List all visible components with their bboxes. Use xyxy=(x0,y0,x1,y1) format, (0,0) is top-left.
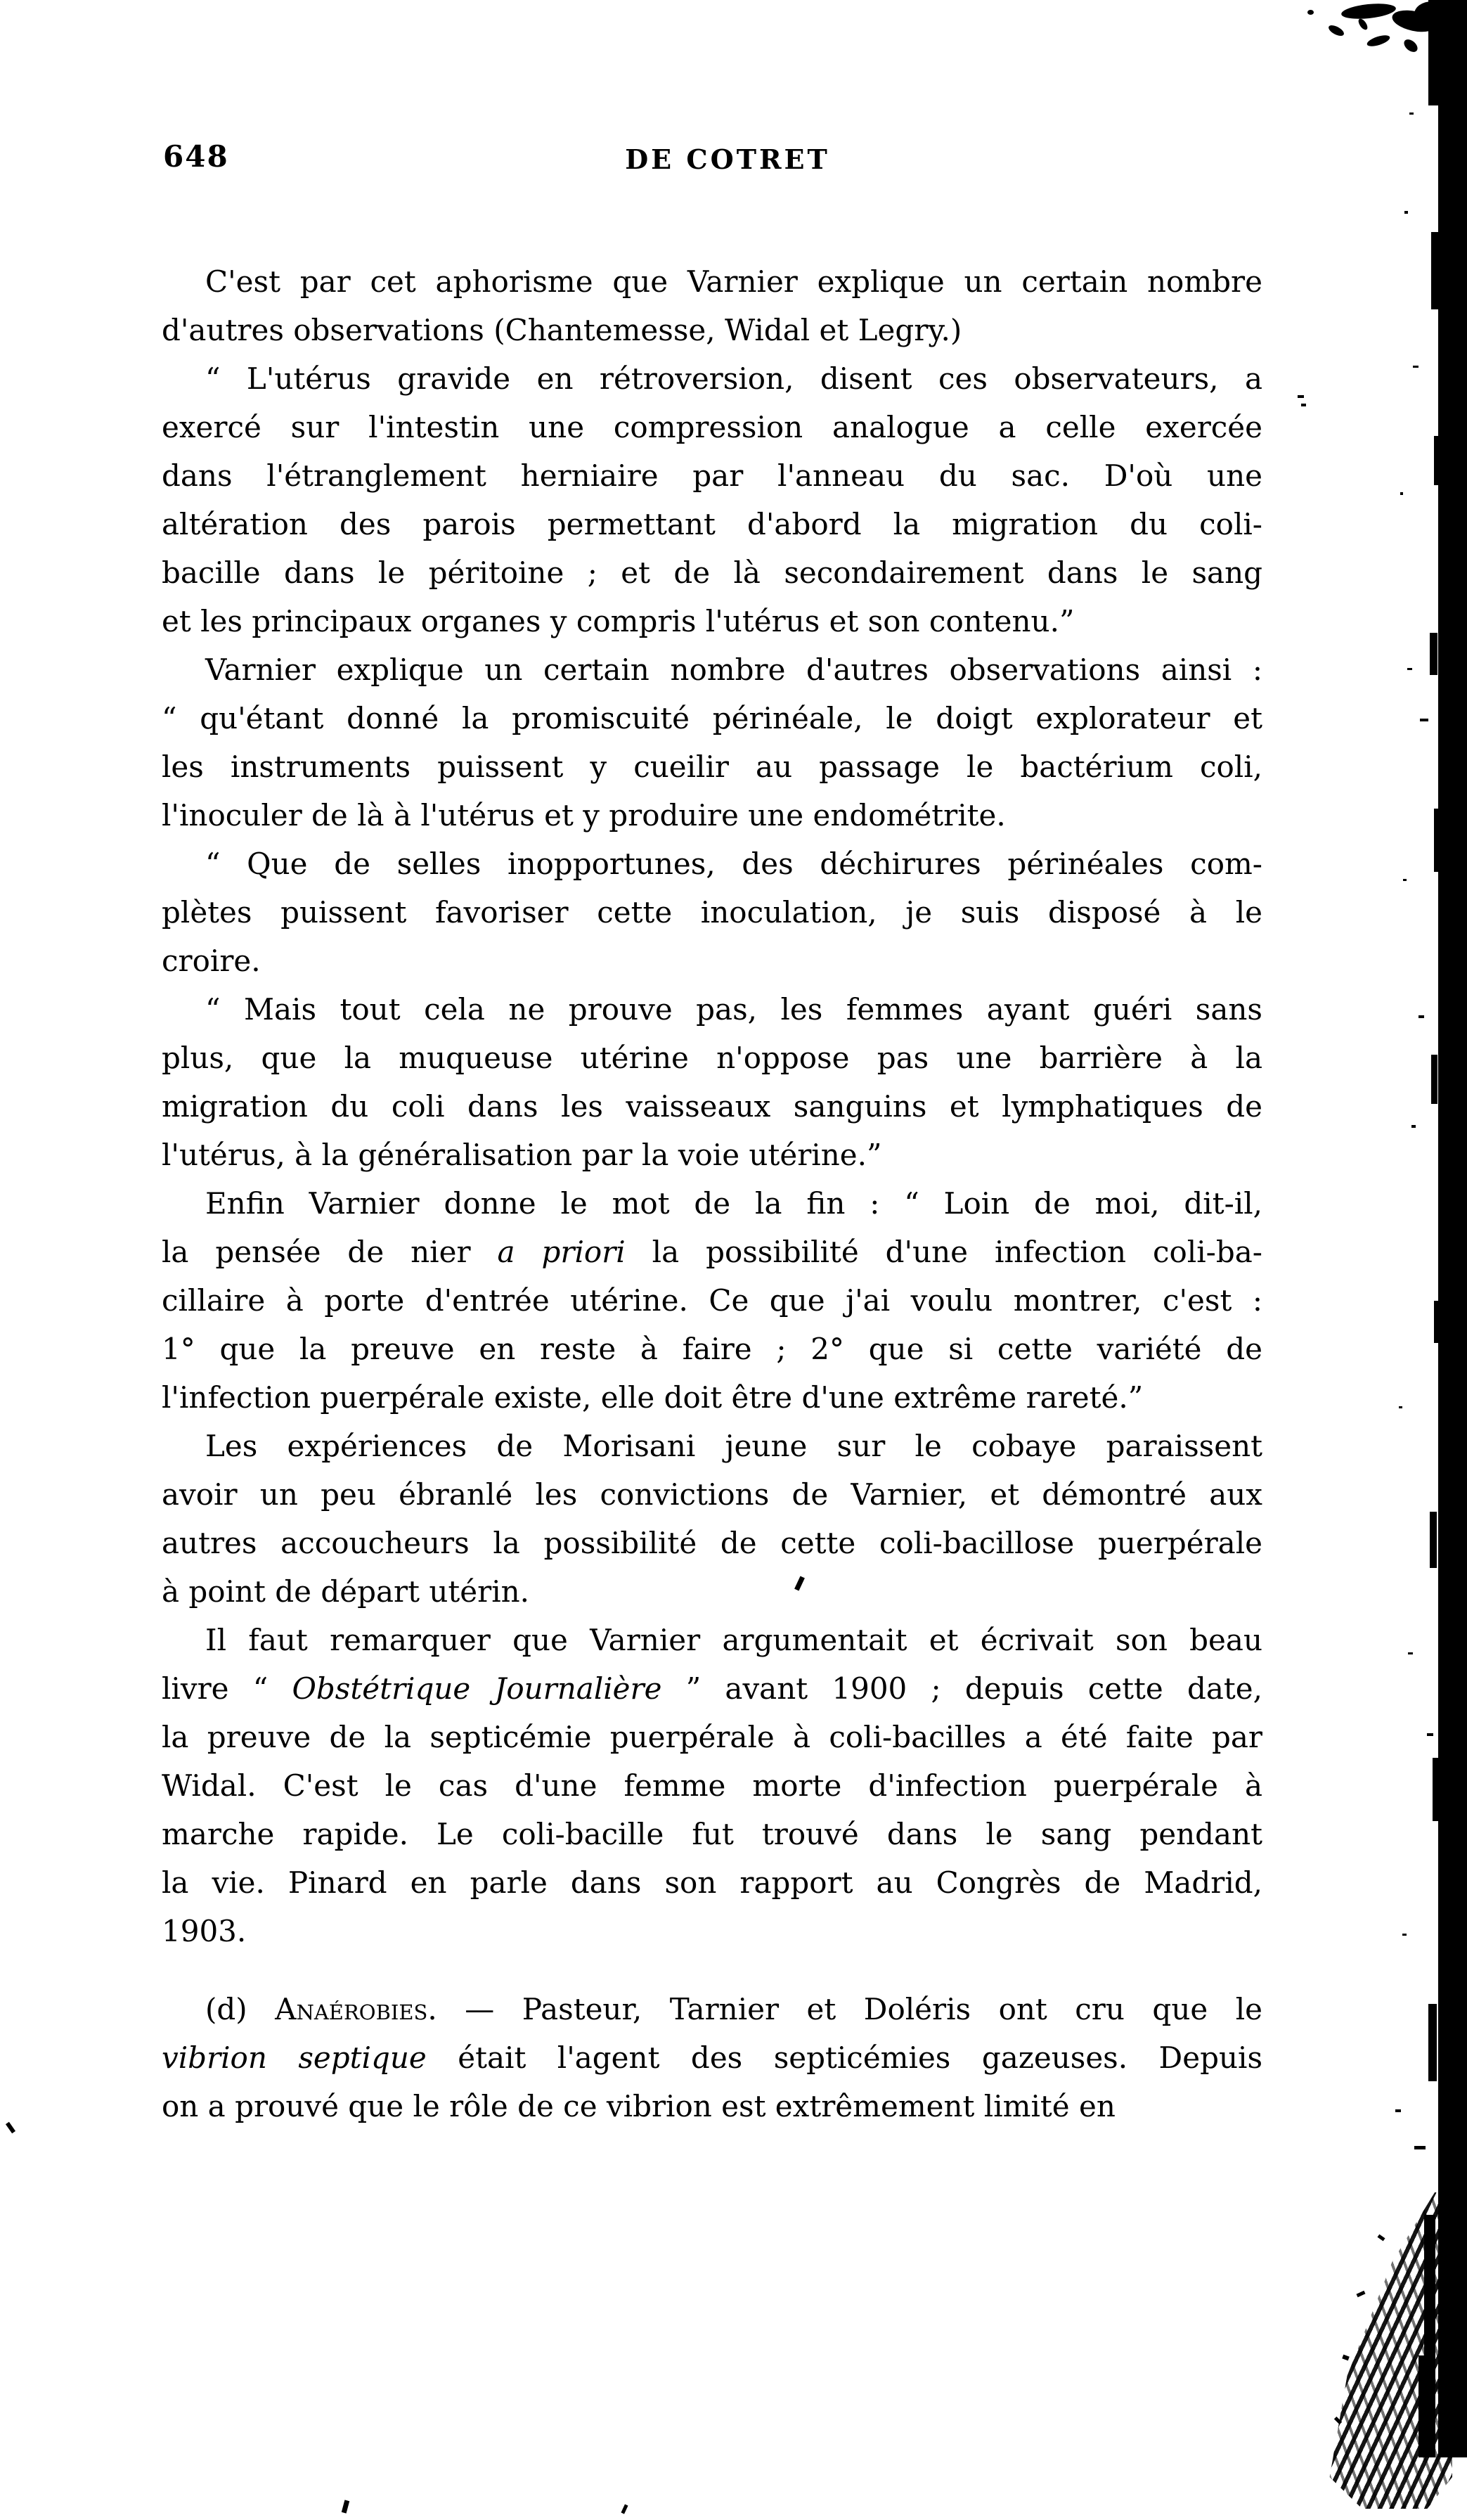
scan-blob xyxy=(1357,18,1369,32)
paragraph xyxy=(162,985,1262,1179)
scan-speck xyxy=(1399,1406,1402,1408)
paragraph xyxy=(162,840,1262,985)
scan-speck xyxy=(1434,809,1439,872)
scan-speck xyxy=(1409,112,1414,115)
scan-speck xyxy=(1408,1652,1413,1654)
text-line: “ L'utérus gravide en rétroversion, disent ces observateurs, a xyxy=(205,361,1262,396)
text-line: et les principaux organes y compris l'utérus et son contenu.” xyxy=(162,604,1075,638)
text-line: plus, que la muqueuse utérine n'oppose pas une barrière à la xyxy=(162,1041,1262,1075)
text-line: Les expériences de Morisani jeune sur le cobaye paraissent xyxy=(205,1429,1262,1463)
scan-speck xyxy=(1395,2109,1401,2112)
scan-speck xyxy=(1400,492,1403,495)
text-line: d'autres observations (Chantemesse, Widal et Legry.) xyxy=(162,313,962,347)
scan-speck xyxy=(1377,2235,1385,2242)
scan-blob xyxy=(1366,33,1391,49)
scan-speck xyxy=(1424,2215,1435,2355)
text-line: marche rapide. Le coli-bacille fut trouvé dans le sang pendant xyxy=(162,1817,1262,1851)
text-line: les instruments puissent y cueilir au passage le bactérium coli, xyxy=(162,750,1262,784)
scan-speck xyxy=(1301,404,1306,406)
text-line: dans l'étranglement herniaire par l'anneau du sac. D'où une xyxy=(162,458,1262,493)
scan-speck xyxy=(1403,879,1407,881)
scan-speck xyxy=(342,2500,349,2513)
scan-speck xyxy=(1434,436,1439,485)
text-line: l'inoculer de là à l'utérus et y produire une endométrite. xyxy=(162,798,1006,832)
text-line: la pensée de nier a priori la possibilité d'une infection coli-ba- xyxy=(162,1235,1262,1269)
scan-speck xyxy=(1430,1512,1437,1568)
text-line: l'utérus, à la généralisation par la voie utérine.” xyxy=(162,1138,882,1172)
text-line: “ qu'étant donné la promiscuité périnéale, le doigt explorateur et xyxy=(162,701,1262,735)
scan-speck xyxy=(6,2122,15,2134)
text-line: Il faut remarquer que Varnier argumentait et écrivait son beau xyxy=(205,1623,1262,1657)
scan-blob xyxy=(1402,37,1420,55)
text-line: bacille dans le péritoine ; et de là secondairement dans le sang xyxy=(162,555,1262,590)
scan-speck xyxy=(1407,668,1412,670)
scan-speck xyxy=(1402,1934,1407,1936)
scan-speck xyxy=(1418,2355,1435,2457)
scan-speck xyxy=(1357,2291,1366,2298)
text-line: altération des parois permettant d'abord la migration du coli- xyxy=(162,507,1262,541)
paragraph xyxy=(162,354,1262,645)
scan-edge-bar xyxy=(1438,0,1467,2457)
text-line: vibrion septique était l'agent des septicémies gazeuses. Depuis xyxy=(162,2040,1263,2075)
scan-speck xyxy=(1298,395,1304,398)
scan-speck xyxy=(1428,2004,1437,2081)
paragraph xyxy=(162,1616,1262,1955)
text-line: migration du coli dans les vaisseaux sanguins et lymphatiques de xyxy=(162,1089,1262,1124)
text-line: cillaire à porte d'entrée utérine. Ce que j'ai voulu montrer, c'est : xyxy=(162,1283,1262,1318)
text-line: on a prouvé que le rôle de ce vibrion est extrêmement limité en xyxy=(162,2089,1116,2123)
page-number: 648 xyxy=(163,139,229,174)
scan-speck xyxy=(1418,1015,1424,1018)
page-text xyxy=(162,257,1262,2130)
paragraph xyxy=(162,1985,1262,2130)
scan-blob xyxy=(1327,23,1345,38)
scan-speck xyxy=(1414,2146,1426,2149)
text-line: exercé sur l'intestin une compression analogue a celle exercée xyxy=(162,410,1262,444)
scan-speck xyxy=(1434,1301,1439,1343)
text-line: (d) Anaérobies. — Pasteur, Tarnier et Doléris ont cru que le xyxy=(205,1992,1262,2026)
scan-speck xyxy=(1404,211,1408,214)
text-line: la preuve de la septicémie puerpérale à coli-bacilles a été faite par xyxy=(162,1720,1262,1754)
text-line: autres accoucheurs la possibilité de cette coli-bacillose puerpérale xyxy=(162,1526,1262,1560)
paragraph xyxy=(162,1179,1262,1422)
scan-speck xyxy=(1428,0,1440,105)
paragraph xyxy=(162,645,1262,840)
text-line: l'infection puerpérale existe, elle doit être d'une extrême rareté.” xyxy=(162,1380,1144,1415)
text-line: “ Que de selles inopportunes, des déchirures périnéales com- xyxy=(205,847,1262,881)
scan-speck xyxy=(1431,232,1438,309)
scan-speck xyxy=(1413,366,1418,368)
text-line: Varnier explique un certain nombre d'autres observations ainsi : xyxy=(205,652,1262,687)
paragraph xyxy=(162,257,1262,354)
scan-speck xyxy=(1431,1055,1437,1104)
text-line: à point de départ utérin. xyxy=(162,1574,530,1609)
scan-speck xyxy=(621,2505,628,2514)
scan-speck xyxy=(1427,1733,1433,1736)
paragraph xyxy=(162,1422,1262,1616)
scan-speck xyxy=(1433,1758,1438,1821)
text-line: croire. xyxy=(162,944,261,978)
text-line: Enfin Varnier donne le mot de la fin : “ Loin de moi, dit-il, xyxy=(205,1186,1262,1221)
text-line: “ Mais tout cela ne prouve pas, les femmes ayant guéri sans xyxy=(205,992,1262,1027)
scan-speck xyxy=(1342,2355,1350,2361)
scan-speck xyxy=(1430,633,1437,675)
scan-blob xyxy=(1307,10,1314,15)
text-line: 1903. xyxy=(162,1914,247,1948)
text-line: livre “ Obstétrique Journalière ” avant 1900 ; depuis cette date, xyxy=(162,1671,1262,1706)
text-line: C'est par cet aphorisme que Varnier explique un certain nombre xyxy=(205,264,1262,299)
scan-blob xyxy=(1340,1,1397,21)
scan-speck xyxy=(1420,719,1428,721)
text-line: avoir un peu ébranlé les convictions de Varnier, et démontré aux xyxy=(162,1477,1262,1512)
text-line: 1° que la preuve en reste à faire ; 2° que si cette variété de xyxy=(162,1332,1262,1366)
scan-speck xyxy=(1411,1125,1416,1128)
text-line: Widal. C'est le cas d'une femme morte d'infection puerpérale à xyxy=(162,1768,1262,1803)
running-title: DE COTRET xyxy=(625,143,830,175)
text-line: la vie. Pinard en parle dans son rapport au Congrès de Madrid, xyxy=(162,1865,1262,1900)
text-line: plètes puissent favoriser cette inoculation, je suis disposé à le xyxy=(162,895,1262,930)
